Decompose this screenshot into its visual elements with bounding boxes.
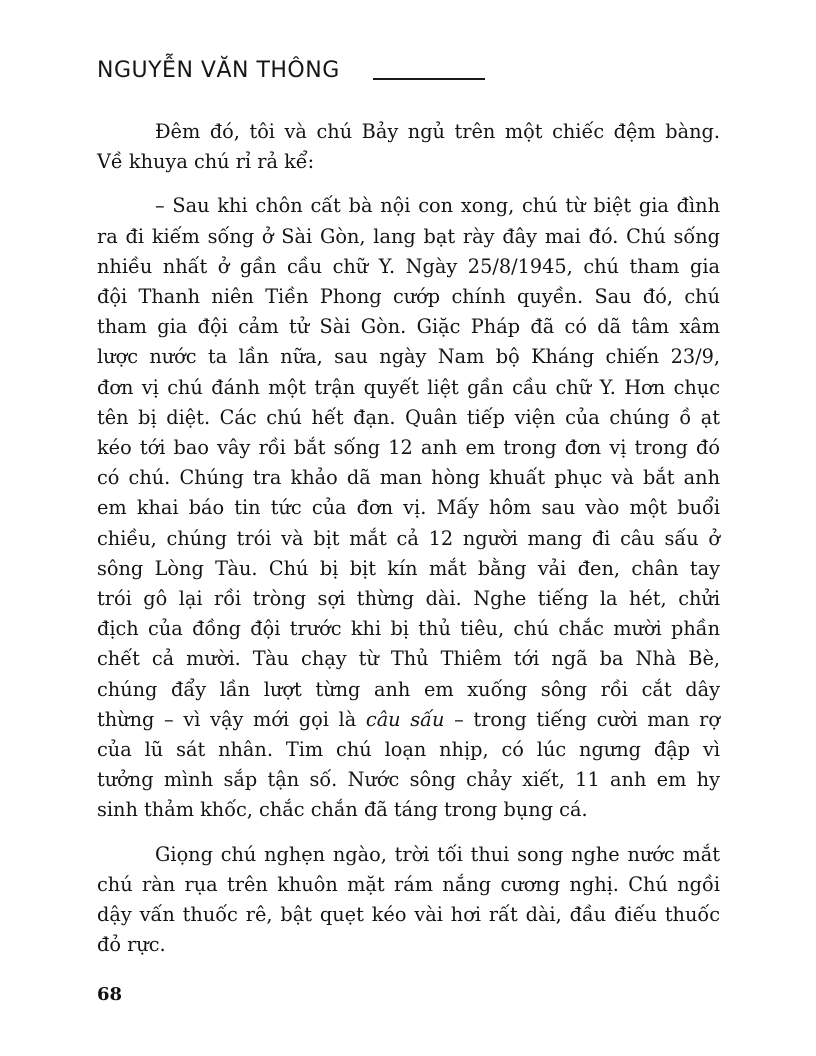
text-line: đội Thanh niên Tiền Phong cướp chính quyền. Sau đó, chú [97,285,720,309]
paragraph-3 [97,840,720,961]
paragraph-2 [97,191,720,825]
text-line: – Sau khi chôn cất bà nội con xong, chú từ biệt gia đình [155,194,720,218]
text-line: tham gia đội cảm tử Sài Gòn. Giặc Pháp đã có dã tâm xâm [97,315,720,339]
text-line: chết cả mười. Tàu chạy từ Thủ Thiêm tới ngã ba Nhà Bè, [97,647,720,671]
text-line: chiều, chúng trói và bịt mắt cả 12 người mang đi câu sấu ở [97,526,720,550]
text-line: có chú. Chúng tra khảo dã man hòng khuất phục và bắt anh [97,466,720,490]
text-line: em khai báo tin tức của đơn vị. Mấy hôm sau vào một buổi [97,496,720,520]
running-head-author: NGUYỄN VĂN THÔNG [97,58,340,83]
text-line: đơn vị chú đánh một trận quyết liệt gần cầu chữ Y. Hơn chục [97,375,720,399]
text-line: tưởng mình sắp tận số. Nước sông chảy xiết, 11 anh em hy [97,768,720,792]
text-line: ra đi kiếm sống ở Sài Gòn, lang bạt rày đây mai đó. Chú sống [97,224,720,248]
text-segment: thừng – vì vậy mới gọi là [97,707,366,731]
text-line: tên bị diệt. Các chú hết đạn. Quân tiếp viện của chúng ồ ạt [97,405,720,429]
text-line: chú ràn rụa trên khuôn mặt rám nắng cương nghị. Chú ngồi [97,872,720,896]
text-line: chúng đẩy lần lượt từng anh em xuống sông rồi cắt dây [97,677,720,701]
body-text [97,117,720,960]
text-line-with-italic [97,705,720,735]
paragraph-1 [97,117,720,177]
text-segment: – trong tiếng cười man rợ [444,707,720,731]
running-head-rule [373,78,485,80]
text-line: địch của đồng đội trước khi bị thủ tiêu, chú chắc mười phần [97,617,720,641]
text-line: sông Lòng Tàu. Chú bị bịt kín mắt bằng vải đen, chân tay [97,556,720,580]
text-line: lược nước ta lần nữa, sau ngày Nam bộ Kháng chiến 23/9, [97,345,720,369]
text-line: dậy vấn thuốc rê, bật quẹt kéo vài hơi rất dài, đầu điếu thuốc [97,903,720,927]
text-line: nhiều nhất ở gần cầu chữ Y. Ngày 25/8/1945, chú tham gia [97,254,720,278]
text-line: Về khuya chú rỉ rả kể: [97,150,315,174]
text-line: kéo tới bao vây rồi bắt sống 12 anh em trong đơn vị trong đó [97,436,720,460]
text-line: trói gô lại rồi tròng sợi thừng dài. Nghe tiếng la hét, chửi [97,587,720,611]
text-line: Đêm đó, tôi và chú Bảy ngủ trên một chiếc đệm bàng. [155,120,720,143]
italic-term: câu sấu [365,707,445,731]
text-line: Giọng chú nghẹn ngào, trời tối thui song nghe nước mắt [155,842,720,866]
page-number: 68 [97,984,123,1005]
text-line: của lũ sát nhân. Tim chú loạn nhịp, có lúc ngưng đập vì [97,738,720,762]
text-line: đỏ rực. [97,933,166,957]
text-line: sinh thảm khốc, chắc chắn đã táng trong bụng cá. [97,798,588,822]
